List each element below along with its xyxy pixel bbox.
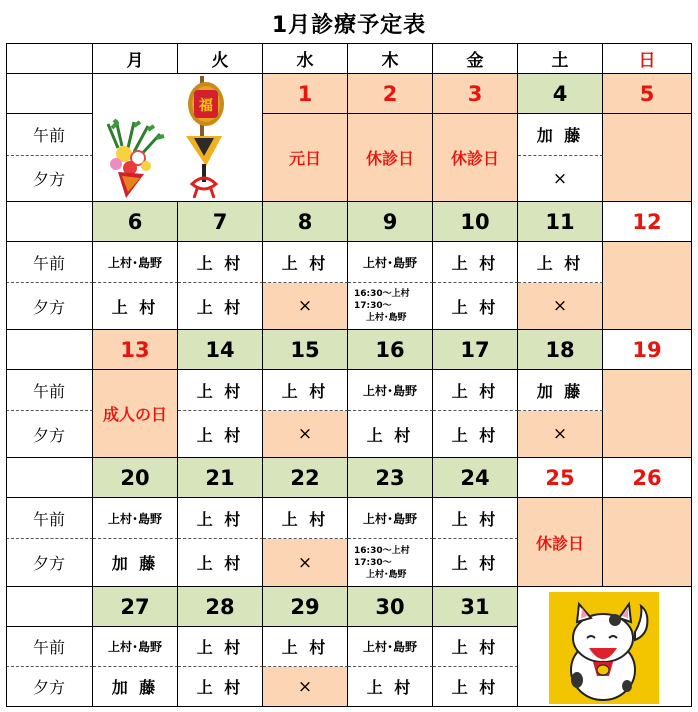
holiday-cell [603,242,692,330]
schedule-cell: 上村･島野 [348,242,433,283]
lucky-drum-ornament [176,76,228,198]
date-cell: 27 [93,587,178,627]
schedule-cell: 上村･島野 [93,627,178,667]
date-cell: 2 [348,74,433,114]
schedule-cell: 上 村 [348,411,433,458]
schedule-cell [348,539,433,587]
date-cell: 24 [433,458,518,498]
row-label-pm: 夕方 [6,667,93,707]
schedule-cell: 上 村 [433,411,518,458]
date-cell: 22 [263,458,348,498]
schedule-cell: 上 村 [518,242,603,283]
schedule-cell: 上 村 [93,283,178,330]
row-label-am: 午前 [6,627,93,667]
drum-fuku-text: 福 [199,98,213,114]
header-mon: 月 [93,43,178,74]
holiday-cell: 休診日 [518,498,603,587]
date-cell: 26 [603,458,692,498]
week-date-label [6,330,93,370]
date-cell: 28 [178,587,263,627]
schedule-cell: × [263,411,348,458]
date-cell: 20 [93,458,178,498]
row-label-pm: 夕方 [6,539,93,587]
schedule-cell: 上 村 [263,627,348,667]
date-cell: 13 [93,330,178,370]
schedule-cell: 上 村 [178,539,263,587]
schedule-cell: 上 村 [433,242,518,283]
date-cell: 8 [263,202,348,242]
schedule-cell: × [263,667,348,707]
time-note: 17:30～ [354,301,392,311]
date-cell: 25 [518,458,603,498]
date-cell: 29 [263,587,348,627]
schedule-cell: 上 村 [178,498,263,539]
row-label-am: 午前 [6,498,93,539]
schedule-cell: 上 村 [178,370,263,411]
row-label-pm: 夕方 [6,283,93,330]
page-title: 1月診療予定表 [271,13,427,38]
row-label-am: 午前 [6,370,93,411]
schedule-cell: 上 村 [348,667,433,707]
schedule-cell: 上 村 [263,242,348,283]
date-cell: 17 [433,330,518,370]
schedule-cell: × [518,283,603,330]
schedule-cell: 加 藤 [518,370,603,411]
holiday-cell: 成人の日 [93,370,178,458]
schedule-cell: 上 村 [433,498,518,539]
time-note: 16:30～上村 [354,289,410,299]
date-cell: 18 [518,330,603,370]
date-cell: 12 [603,202,692,242]
schedule-cell: × [263,539,348,587]
schedule-cell: 上 村 [263,498,348,539]
schedule-cell: 上 村 [433,539,518,587]
holiday-cell: 休診日 [433,114,518,202]
schedule-cell: 上 村 [178,627,263,667]
time-note: 上村･島野 [366,313,407,323]
date-cell: 1 [263,74,348,114]
schedule-cell: 上 村 [433,283,518,330]
holiday-cell [603,498,692,587]
row-label-pm: 夕方 [6,156,93,202]
new-year-flower-bouquet [104,118,176,200]
schedule-cell: 加 藤 [93,539,178,587]
schedule-cell: 上 村 [433,370,518,411]
holiday-cell [603,114,692,202]
date-cell: 9 [348,202,433,242]
schedule-cell: 上村･島野 [348,498,433,539]
week0-date-label [6,74,93,114]
date-cell: 16 [348,330,433,370]
row-label-pm: 夕方 [6,411,93,458]
holiday-cell [603,370,692,458]
schedule-cell: × [263,283,348,330]
schedule-cell: 上 村 [263,370,348,411]
date-cell: 6 [93,202,178,242]
date-cell: 30 [348,587,433,627]
schedule-cell: × [518,156,603,202]
row-label-am: 午前 [6,242,93,283]
date-cell: 21 [178,458,263,498]
time-note: 17:30～ [354,557,392,568]
schedule-cell: 上村･島野 [348,370,433,411]
date-cell: 3 [433,74,518,114]
holiday-cell: 休診日 [348,114,433,202]
date-cell: 7 [178,202,263,242]
schedule-cell: 上 村 [178,667,263,707]
week-date-label [6,458,93,498]
date-cell: 10 [433,202,518,242]
corner-cell [6,43,93,74]
date-cell: 23 [348,458,433,498]
header-tue: 火 [178,43,263,74]
holiday-cell: 元日 [263,114,348,202]
date-cell: 5 [603,74,692,114]
header-thu: 木 [348,43,433,74]
schedule-cell: 上村･島野 [348,627,433,667]
schedule-cell: 上 村 [433,627,518,667]
week-date-label [6,587,93,627]
schedule-cell: 上 村 [178,242,263,283]
schedule-cell: 上 村 [178,283,263,330]
schedule-cell: × [518,411,603,458]
schedule-cell: 上村･島野 [93,242,178,283]
header-sat: 土 [518,43,603,74]
date-cell: 11 [518,202,603,242]
schedule-cell: 加 藤 [518,114,603,156]
date-cell: 31 [433,587,518,627]
date-cell: 15 [263,330,348,370]
date-cell: 14 [178,330,263,370]
schedule-cell [348,283,433,330]
schedule-cell: 加 藤 [93,667,178,707]
schedule-cell: 上 村 [433,667,518,707]
time-note: 16:30～上村 [354,545,410,556]
row-label-am: 午前 [6,114,93,156]
header-wed: 水 [263,43,348,74]
header-sun: 日 [603,43,692,74]
time-note: 上村･島野 [366,569,407,580]
week-date-label [6,202,93,242]
schedule-cell: 上 村 [178,411,263,458]
schedule-cell: 上村･島野 [93,498,178,539]
maneki-neko-cat [549,592,659,704]
date-cell: 19 [603,330,692,370]
header-fri: 金 [433,43,518,74]
date-cell: 4 [518,74,603,114]
